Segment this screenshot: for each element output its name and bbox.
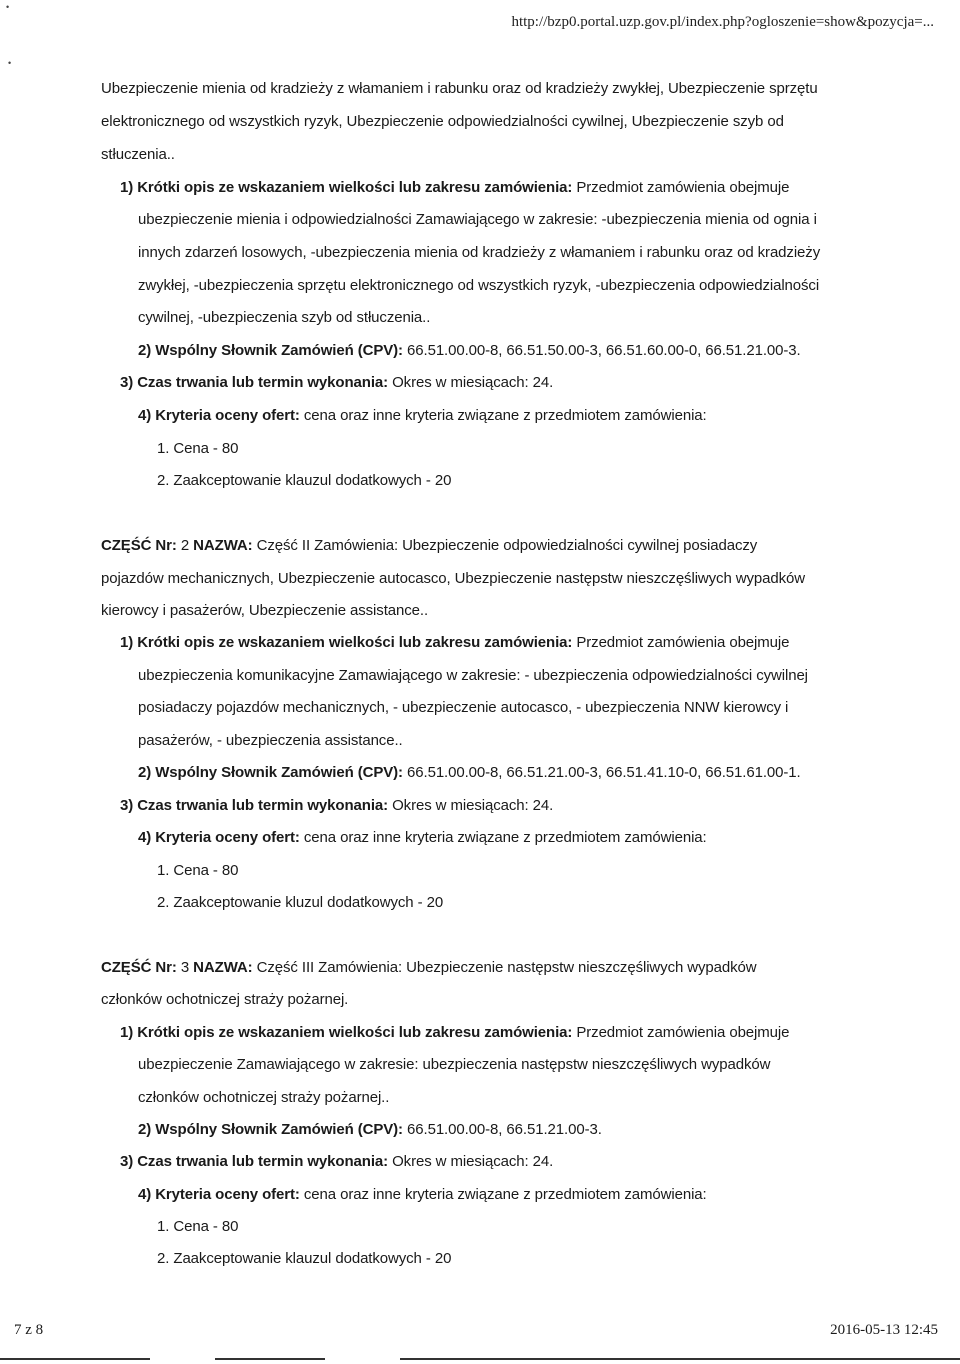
criterion-item: 1. Cena - 80 [157, 440, 239, 457]
criteria-label: 4) Kryteria oceny ofert: [138, 407, 300, 424]
description-text: Przedmiot zamówienia obejmuje [572, 179, 790, 196]
duration-label: 3) Czas trwania lub termin wykonania: [120, 1153, 389, 1170]
part-heading-line: kierowcy i pasażerów, Ubezpieczenie assistance.. [101, 602, 429, 619]
cpv-value: 66.51.00.00-8, 66.51.50.00-3, 66.51.60.00-0, 66.51.21.00-3. [402, 342, 801, 359]
description-line [120, 1024, 789, 1041]
cpv-value: 66.51.00.00-8, 66.51.21.00-3, 66.51.41.10-0, 66.51.61.00-1. [402, 764, 801, 781]
criterion-item: 2. Zaakceptowanie klauzul dodatkowych - 20 [157, 472, 452, 489]
description-label: 1) Krótki opis ze wskazaniem wielkości lub zakresu zamówienia: [120, 1024, 573, 1041]
part-number-label: CZĘŚĆ Nr: [101, 959, 177, 976]
cpv-line [138, 342, 801, 359]
description-line: zwykłej, -ubezpieczenia sprzętu elektronicznego od wszystkich ryzyk, -ubezpieczenia odpowiedzialności [138, 277, 820, 294]
scan-mark: • [8, 58, 12, 68]
criteria-label: 4) Kryteria oceny ofert: [138, 829, 300, 846]
criteria-line [138, 1186, 707, 1203]
duration-label: 3) Czas trwania lub termin wykonania: [120, 374, 389, 391]
cpv-label: 2) Wspólny Słownik Zamówień (CPV): [138, 1121, 403, 1138]
part-heading [101, 959, 757, 976]
cpv-line [138, 764, 801, 781]
part-heading [101, 537, 757, 554]
scan-edge [215, 1358, 325, 1360]
criteria-label: 4) Kryteria oceny ofert: [138, 1186, 300, 1203]
criteria-value: cena oraz inne kryteria związane z przedmiotem zamówienia: [299, 1186, 707, 1203]
duration-value: Okres w miesiącach: 24. [388, 374, 554, 391]
cpv-label: 2) Wspólny Słownik Zamówień (CPV): [138, 764, 403, 781]
part-name-label: NAZWA: [193, 537, 253, 554]
criteria-line [138, 407, 707, 424]
duration-line [120, 374, 553, 391]
part-name: Część II Zamówienia: Ubezpieczenie odpowiedzialności cywilnej posiadaczy [252, 537, 758, 554]
cpv-value: 66.51.00.00-8, 66.51.21.00-3. [402, 1121, 602, 1138]
duration-line [120, 1153, 553, 1170]
criterion-item: 1. Cena - 80 [157, 862, 239, 879]
scan-edge [400, 1358, 960, 1360]
print-datetime: 2016-05-13 12:45 [830, 1322, 938, 1338]
part-heading-line: pojazdów mechanicznych, Ubezpieczenie autocasco, Ubezpieczenie następstw nieszczęśliwych wypadków [101, 570, 806, 587]
intro-line: stłuczenia.. [101, 146, 175, 163]
part-name-label: NAZWA: [193, 959, 253, 976]
part-number: 2 [176, 537, 194, 554]
criteria-value: cena oraz inne kryteria związane z przedmiotem zamówienia: [299, 407, 707, 424]
scan-edge [0, 1358, 150, 1360]
duration-line [120, 797, 553, 814]
description-text: Przedmiot zamówienia obejmuje [572, 634, 790, 651]
description-line [120, 634, 789, 651]
description-line: innych zdarzeń losowych, -ubezpieczenia mienia od kradzieży z włamaniem i rabunku oraz od kradzieży [138, 244, 821, 261]
description-line: posiadaczy pojazdów mechanicznych, - ubezpieczenie autocasco, - ubezpieczenia NNW kierowcy i [138, 699, 789, 716]
description-line: ubezpieczenia komunikacyjne Zamawiającego w zakresie: - ubezpieczenia odpowiedzialności cywilnej [138, 667, 808, 684]
duration-value: Okres w miesiącach: 24. [388, 1153, 554, 1170]
description-line: pasażerów, - ubezpieczenia assistance.. [138, 732, 403, 749]
duration-label: 3) Czas trwania lub termin wykonania: [120, 797, 389, 814]
criteria-line [138, 829, 707, 846]
intro-line: Ubezpieczenie mienia od kradzieży z włamaniem i rabunku oraz od kradzieży zwykłej, Ubezpieczenie sprzętu [101, 80, 818, 97]
description-text: Przedmiot zamówienia obejmuje [572, 1024, 790, 1041]
page-url[interactable]: http://bzp0.portal.uzp.gov.pl/index.php?ogloszenie=show&pozycja=... [511, 14, 934, 30]
description-line: ubezpieczenie Zamawiającego w zakresie: ubezpieczenia następstw nieszczęśliwych wypadków [138, 1056, 771, 1073]
criteria-value: cena oraz inne kryteria związane z przedmiotem zamówienia: [299, 829, 707, 846]
criterion-item: 2. Zaakceptowanie klauzul dodatkowych - 20 [157, 1250, 452, 1267]
description-label: 1) Krótki opis ze wskazaniem wielkości lub zakresu zamówienia: [120, 179, 573, 196]
cpv-line [138, 1121, 602, 1138]
description-line: cywilnej, -ubezpieczenia szyb od stłuczenia.. [138, 309, 431, 326]
part-number-label: CZĘŚĆ Nr: [101, 537, 177, 554]
part-heading-line: członków ochotniczej straży pożarnej. [101, 991, 349, 1008]
description-label: 1) Krótki opis ze wskazaniem wielkości lub zakresu zamówienia: [120, 634, 573, 651]
criterion-item: 1. Cena - 80 [157, 1218, 239, 1235]
part-name: Część III Zamówienia: Ubezpieczenie następstw nieszczęśliwych wypadków [252, 959, 757, 976]
scan-mark: • [6, 2, 10, 12]
cpv-label: 2) Wspólny Słownik Zamówień (CPV): [138, 342, 403, 359]
description-line: członków ochotniczej straży pożarnej.. [138, 1089, 390, 1106]
page-number: 7 z 8 [14, 1322, 44, 1338]
part-number: 3 [176, 959, 194, 976]
description-line [120, 179, 789, 196]
duration-value: Okres w miesiącach: 24. [388, 797, 554, 814]
description-line: ubezpieczenie mienia i odpowiedzialności Zamawiającego w zakresie: -ubezpieczenia mienia od ognia i [138, 211, 817, 228]
criterion-item: 2. Zaakceptowanie kluzul dodatkowych - 20 [157, 894, 444, 911]
intro-line: elektronicznego od wszystkich ryzyk, Ubezpieczenie odpowiedzialności cywilnej, Ubezpieczenie szyb od [101, 113, 784, 130]
